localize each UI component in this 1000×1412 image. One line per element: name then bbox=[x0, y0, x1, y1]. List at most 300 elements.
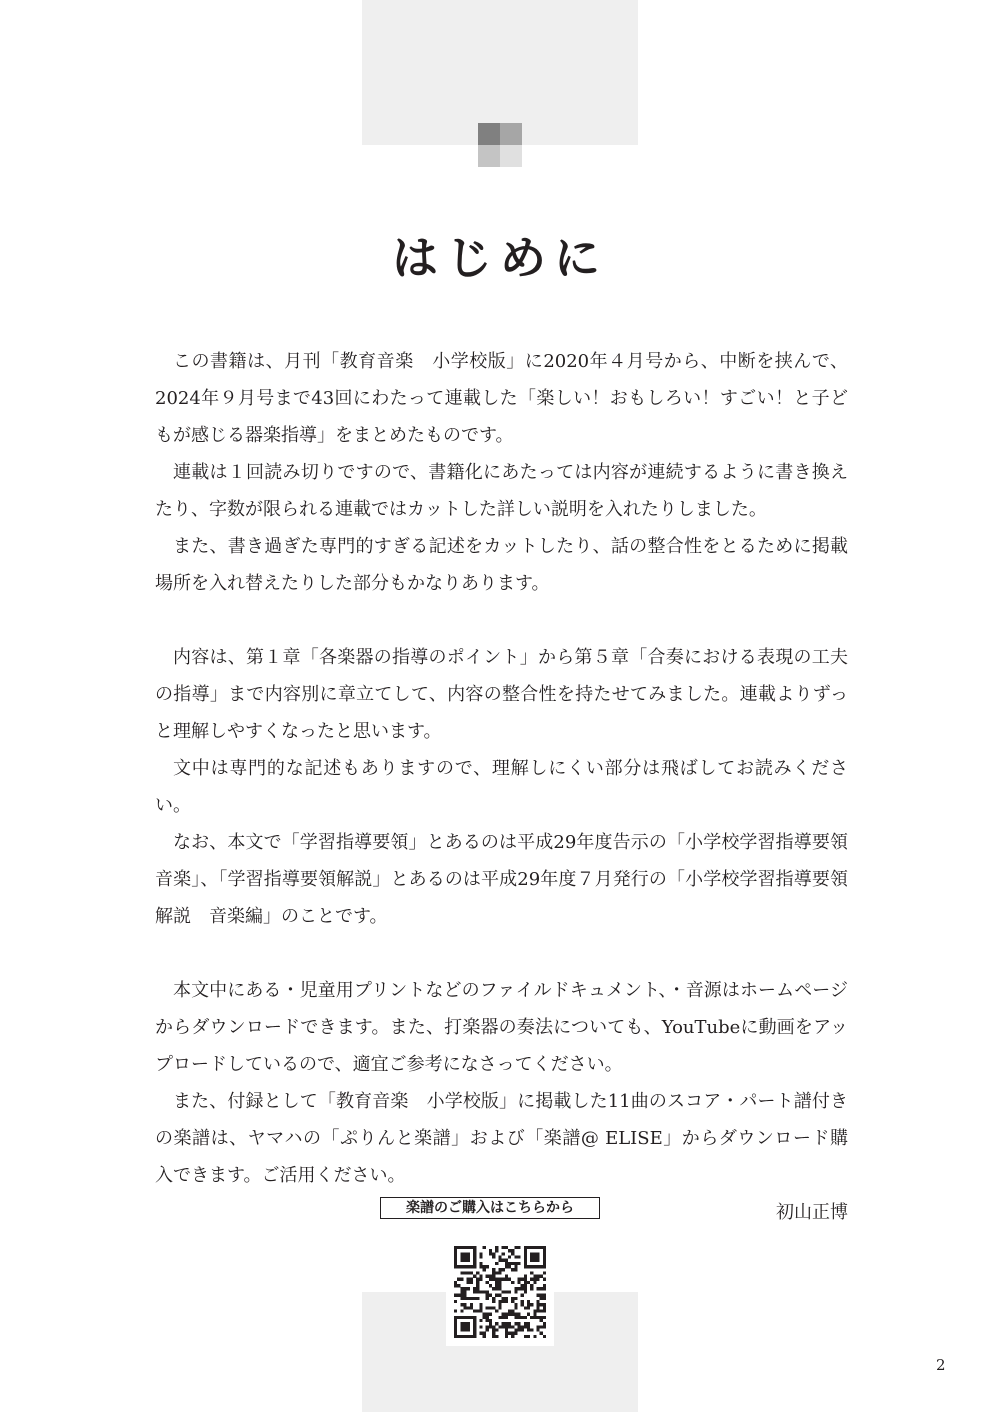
qr-module bbox=[511, 1297, 514, 1300]
qr-module bbox=[533, 1259, 536, 1262]
qr-module bbox=[527, 1306, 530, 1309]
qr-module bbox=[521, 1294, 524, 1297]
qr-module bbox=[473, 1256, 476, 1259]
qr-module bbox=[511, 1332, 514, 1335]
qr-module bbox=[521, 1316, 524, 1319]
qr-module bbox=[473, 1328, 476, 1331]
qr-module bbox=[486, 1313, 489, 1316]
qr-module bbox=[517, 1281, 520, 1284]
qr-module bbox=[470, 1306, 473, 1309]
qr-module bbox=[536, 1300, 539, 1303]
mark-square-lightest bbox=[500, 145, 522, 167]
qr-module bbox=[470, 1271, 473, 1274]
qr-module bbox=[479, 1332, 482, 1335]
qr-module bbox=[511, 1325, 514, 1328]
qr-module bbox=[473, 1316, 476, 1319]
qr-module bbox=[479, 1309, 482, 1312]
qr-module bbox=[492, 1271, 495, 1274]
qr-module bbox=[473, 1309, 476, 1312]
qr-module bbox=[460, 1287, 463, 1290]
qr-module bbox=[517, 1246, 520, 1249]
qr-module bbox=[486, 1294, 489, 1297]
qr-module bbox=[530, 1246, 533, 1249]
paragraph: また、付録として「教育音楽 小学校版」に掲載した11曲のスコア・パート譜付きの楽譜は、ヤマハの「ぷりんと楽譜」および「楽譜@ ELISE」からダウンロード購入できます。ご活用ください。 bbox=[155, 1091, 848, 1186]
mark-square-mid bbox=[500, 123, 522, 145]
qr-module bbox=[454, 1259, 457, 1262]
qr-module bbox=[460, 1259, 463, 1262]
qr-module bbox=[505, 1328, 508, 1331]
qr-module bbox=[543, 1322, 546, 1325]
qr-module bbox=[533, 1256, 536, 1259]
qr-module bbox=[530, 1252, 533, 1255]
qr-module bbox=[486, 1265, 489, 1268]
qr-module bbox=[521, 1325, 524, 1328]
qr-module bbox=[543, 1335, 546, 1338]
qr-module bbox=[473, 1252, 476, 1255]
qr-module bbox=[502, 1252, 505, 1255]
qr-module bbox=[479, 1265, 482, 1268]
qr-module bbox=[495, 1287, 498, 1290]
qr-module bbox=[543, 1297, 546, 1300]
qr-module bbox=[527, 1325, 530, 1328]
qr-module bbox=[543, 1246, 546, 1249]
qr-module bbox=[517, 1278, 520, 1281]
qr-module bbox=[505, 1313, 508, 1316]
qr-module bbox=[514, 1306, 517, 1309]
qr-module bbox=[464, 1316, 467, 1319]
qr-module bbox=[524, 1281, 527, 1284]
qr-module bbox=[464, 1322, 467, 1325]
paragraph: 連載は１回読み切りですので、書籍化にあたっては内容が連続するように書き換えたり、字数が限られる連載ではカットした詳しい説明を入れたりしました。 bbox=[155, 462, 848, 520]
paragraph: 本文中にある・児童用プリントなどのファイルドキュメント、・音源はホームページからダウンロードできます。また、打楽器の奏法についても、YouTubeに動画をアップロードしているので、適宜ご参考になさってください。 bbox=[155, 980, 848, 1075]
qr-module bbox=[530, 1278, 533, 1281]
qr-module bbox=[476, 1290, 479, 1293]
qr-module bbox=[540, 1316, 543, 1319]
qr-module bbox=[495, 1328, 498, 1331]
qr-module bbox=[498, 1281, 501, 1284]
qr-module bbox=[486, 1275, 489, 1278]
qr-module bbox=[511, 1262, 514, 1265]
qr-module bbox=[514, 1268, 517, 1271]
qr-module bbox=[540, 1275, 543, 1278]
paragraph-gap bbox=[155, 602, 848, 639]
qr-module bbox=[460, 1290, 463, 1293]
qr-module bbox=[536, 1316, 539, 1319]
qr-module bbox=[498, 1303, 501, 1306]
qr-module bbox=[540, 1265, 543, 1268]
body-text bbox=[155, 343, 866, 1231]
qr-module bbox=[457, 1294, 460, 1297]
qr-module bbox=[495, 1246, 498, 1249]
qr-module bbox=[473, 1319, 476, 1322]
qr-module bbox=[470, 1281, 473, 1284]
qr-module bbox=[502, 1259, 505, 1262]
qr-module bbox=[505, 1297, 508, 1300]
qr-module bbox=[486, 1297, 489, 1300]
qr-module bbox=[495, 1271, 498, 1274]
qr-module bbox=[511, 1281, 514, 1284]
qr-module bbox=[521, 1278, 524, 1281]
qr-module bbox=[508, 1265, 511, 1268]
qr-module bbox=[524, 1246, 527, 1249]
qr-module bbox=[502, 1278, 505, 1281]
qr-module bbox=[517, 1256, 520, 1259]
qr-module bbox=[514, 1313, 517, 1316]
qr-module bbox=[454, 1284, 457, 1287]
qr-module bbox=[505, 1275, 508, 1278]
qr-module bbox=[505, 1300, 508, 1303]
qr-module bbox=[543, 1309, 546, 1312]
qr-module bbox=[533, 1246, 536, 1249]
paragraph: なお、本文で「学習指導要領」とあるのは平成29年度告示の「小学校学習指導要領 音楽」、「学習指導要領解説」とあるのは平成29年度７月発行の「小学校学習指導要領解説 音楽編」のことです。 bbox=[155, 832, 866, 927]
header-square-mark-icon bbox=[478, 123, 522, 167]
qr-module bbox=[524, 1335, 527, 1338]
qr-module bbox=[498, 1268, 501, 1271]
mark-square-light bbox=[478, 145, 500, 167]
qr-module bbox=[527, 1322, 530, 1325]
qr-module bbox=[476, 1271, 479, 1274]
qr-module bbox=[473, 1265, 476, 1268]
qr-module bbox=[498, 1256, 501, 1259]
qr-module bbox=[460, 1256, 463, 1259]
qr-module bbox=[533, 1275, 536, 1278]
qr-module bbox=[502, 1316, 505, 1319]
qr-module bbox=[495, 1294, 498, 1297]
qr-module bbox=[479, 1325, 482, 1328]
qr-module bbox=[454, 1246, 457, 1249]
qr-module bbox=[505, 1246, 508, 1249]
qr-module bbox=[530, 1271, 533, 1274]
qr-module bbox=[464, 1287, 467, 1290]
qr-code-container[interactable] bbox=[446, 1238, 554, 1346]
qr-module bbox=[524, 1322, 527, 1325]
qr-module bbox=[498, 1316, 501, 1319]
qr-module bbox=[473, 1262, 476, 1265]
qr-module bbox=[489, 1278, 492, 1281]
qr-module bbox=[495, 1278, 498, 1281]
qr-module bbox=[492, 1335, 495, 1338]
qr-module bbox=[460, 1294, 463, 1297]
qr-module bbox=[530, 1287, 533, 1290]
qr-module bbox=[524, 1252, 527, 1255]
qr-module bbox=[505, 1290, 508, 1293]
qr-module bbox=[467, 1265, 470, 1268]
qr-module bbox=[508, 1332, 511, 1335]
qr-module bbox=[527, 1300, 530, 1303]
qr-module bbox=[533, 1252, 536, 1255]
qr-module bbox=[489, 1313, 492, 1316]
qr-module bbox=[536, 1278, 539, 1281]
qr-module bbox=[508, 1262, 511, 1265]
qr-module bbox=[521, 1303, 524, 1306]
qr-module bbox=[476, 1281, 479, 1284]
qr-module bbox=[521, 1328, 524, 1331]
qr-module bbox=[502, 1322, 505, 1325]
qr-module bbox=[517, 1322, 520, 1325]
qr-module bbox=[511, 1249, 514, 1252]
qr-module bbox=[527, 1313, 530, 1316]
qr-module bbox=[498, 1259, 501, 1262]
qr-module bbox=[486, 1325, 489, 1328]
qr-module bbox=[464, 1259, 467, 1262]
qr-code-icon[interactable] bbox=[454, 1246, 546, 1338]
qr-module bbox=[457, 1335, 460, 1338]
qr-module bbox=[483, 1332, 486, 1335]
qr-module bbox=[454, 1309, 457, 1312]
qr-module bbox=[543, 1271, 546, 1274]
qr-module bbox=[508, 1325, 511, 1328]
qr-module bbox=[473, 1335, 476, 1338]
qr-module bbox=[536, 1287, 539, 1290]
qr-module bbox=[508, 1256, 511, 1259]
qr-module bbox=[540, 1297, 543, 1300]
qr-module bbox=[467, 1246, 470, 1249]
qr-module bbox=[467, 1328, 470, 1331]
qr-module bbox=[521, 1300, 524, 1303]
page-number: 2 bbox=[936, 1356, 946, 1374]
qr-module bbox=[524, 1259, 527, 1262]
qr-module bbox=[505, 1335, 508, 1338]
qr-module bbox=[454, 1281, 457, 1284]
qr-module bbox=[467, 1281, 470, 1284]
paragraph-gap bbox=[155, 935, 848, 972]
qr-module bbox=[511, 1252, 514, 1255]
qr-module bbox=[498, 1284, 501, 1287]
qr-module bbox=[524, 1249, 527, 1252]
qr-module bbox=[492, 1297, 495, 1300]
paragraph: この書籍は、月刊「教育音楽 小学校版」に2020年４月号から、中断を挟んで、2024年９月号まで43回にわたって連載した「楽しい！おもしろい！すごい！と子どもが感じる器楽指導」をまとめたものです。 bbox=[155, 351, 848, 446]
qr-module bbox=[460, 1316, 463, 1319]
qr-module bbox=[467, 1278, 470, 1281]
qr-module bbox=[524, 1325, 527, 1328]
qr-module bbox=[514, 1262, 517, 1265]
qr-module bbox=[473, 1287, 476, 1290]
qr-module bbox=[536, 1246, 539, 1249]
qr-module bbox=[454, 1325, 457, 1328]
qr-module bbox=[543, 1284, 546, 1287]
qr-module bbox=[454, 1335, 457, 1338]
qr-module bbox=[495, 1284, 498, 1287]
qr-module bbox=[536, 1303, 539, 1306]
qr-module bbox=[527, 1246, 530, 1249]
qr-module bbox=[460, 1278, 463, 1281]
qr-module bbox=[464, 1297, 467, 1300]
qr-module bbox=[495, 1322, 498, 1325]
qr-module bbox=[527, 1265, 530, 1268]
qr-module bbox=[498, 1294, 501, 1297]
qr-module bbox=[460, 1325, 463, 1328]
qr-module bbox=[514, 1256, 517, 1259]
qr-module bbox=[464, 1252, 467, 1255]
qr-module bbox=[527, 1303, 530, 1306]
qr-module bbox=[514, 1287, 517, 1290]
qr-module bbox=[454, 1300, 457, 1303]
qr-module bbox=[543, 1256, 546, 1259]
qr-module bbox=[540, 1287, 543, 1290]
qr-module bbox=[473, 1332, 476, 1335]
qr-module bbox=[464, 1265, 467, 1268]
qr-module bbox=[511, 1335, 514, 1338]
qr-module bbox=[514, 1303, 517, 1306]
qr-module bbox=[454, 1322, 457, 1325]
qr-module bbox=[536, 1275, 539, 1278]
qr-module bbox=[460, 1246, 463, 1249]
qr-module bbox=[524, 1265, 527, 1268]
qr-module bbox=[508, 1278, 511, 1281]
qr-module bbox=[467, 1322, 470, 1325]
qr-module bbox=[467, 1306, 470, 1309]
qr-module bbox=[489, 1306, 492, 1309]
qr-module bbox=[498, 1306, 501, 1309]
qr-module bbox=[514, 1246, 517, 1249]
qr-module bbox=[543, 1262, 546, 1265]
qr-module bbox=[470, 1265, 473, 1268]
qr-module bbox=[530, 1303, 533, 1306]
qr-module bbox=[489, 1325, 492, 1328]
qr-module bbox=[473, 1275, 476, 1278]
qr-module bbox=[502, 1297, 505, 1300]
qr-module bbox=[540, 1325, 543, 1328]
qr-module bbox=[464, 1271, 467, 1274]
qr-module bbox=[479, 1319, 482, 1322]
qr-module bbox=[489, 1275, 492, 1278]
qr-module bbox=[498, 1271, 501, 1274]
qr-module bbox=[467, 1335, 470, 1338]
qr-module bbox=[479, 1262, 482, 1265]
qr-module bbox=[514, 1328, 517, 1331]
qr-module bbox=[479, 1275, 482, 1278]
qr-module bbox=[543, 1316, 546, 1319]
qr-module bbox=[536, 1265, 539, 1268]
qr-module bbox=[486, 1316, 489, 1319]
qr-module bbox=[489, 1294, 492, 1297]
qr-module bbox=[489, 1284, 492, 1287]
qr-module bbox=[514, 1290, 517, 1293]
qr-module bbox=[495, 1249, 498, 1252]
qr-module bbox=[467, 1252, 470, 1255]
qr-module bbox=[536, 1252, 539, 1255]
qr-module bbox=[492, 1256, 495, 1259]
qr-module bbox=[492, 1328, 495, 1331]
qr-module bbox=[460, 1322, 463, 1325]
qr-module bbox=[536, 1259, 539, 1262]
qr-module bbox=[517, 1313, 520, 1316]
qr-module bbox=[470, 1246, 473, 1249]
qr-module bbox=[540, 1332, 543, 1335]
qr-module bbox=[457, 1246, 460, 1249]
author-signature: 初山正博 bbox=[776, 1202, 848, 1223]
qr-module bbox=[543, 1278, 546, 1281]
qr-module bbox=[533, 1335, 536, 1338]
qr-module bbox=[464, 1328, 467, 1331]
qr-module bbox=[533, 1313, 536, 1316]
qr-module bbox=[454, 1316, 457, 1319]
qr-module bbox=[498, 1278, 501, 1281]
qr-module bbox=[476, 1309, 479, 1312]
qr-module bbox=[543, 1252, 546, 1255]
qr-module bbox=[467, 1256, 470, 1259]
qr-module bbox=[495, 1262, 498, 1265]
qr-module bbox=[530, 1256, 533, 1259]
qr-module bbox=[479, 1290, 482, 1293]
qr-module bbox=[464, 1325, 467, 1328]
qr-module bbox=[540, 1246, 543, 1249]
qr-module bbox=[524, 1256, 527, 1259]
qr-module bbox=[483, 1265, 486, 1268]
qr-module bbox=[536, 1325, 539, 1328]
qr-module bbox=[530, 1265, 533, 1268]
qr-module bbox=[530, 1316, 533, 1319]
qr-module bbox=[479, 1306, 482, 1309]
qr-module bbox=[483, 1316, 486, 1319]
qr-module bbox=[454, 1249, 457, 1252]
qr-module bbox=[514, 1297, 517, 1300]
qr-module bbox=[505, 1322, 508, 1325]
qr-module bbox=[457, 1316, 460, 1319]
qr-module bbox=[524, 1290, 527, 1293]
qr-module bbox=[470, 1303, 473, 1306]
qr-module bbox=[479, 1252, 482, 1255]
qr-module bbox=[514, 1316, 517, 1319]
paragraph: また、書き過ぎた専門的すぎる記述をカットしたり、話の整合性をとるために掲載場所を入れ替えたりした部分もかなりあります。 bbox=[155, 536, 848, 594]
qr-module bbox=[483, 1268, 486, 1271]
qr-module bbox=[476, 1297, 479, 1300]
qr-module bbox=[511, 1309, 514, 1312]
qr-module bbox=[486, 1281, 489, 1284]
qr-module bbox=[486, 1290, 489, 1293]
qr-module bbox=[454, 1332, 457, 1335]
qr-module bbox=[505, 1316, 508, 1319]
qr-module bbox=[464, 1303, 467, 1306]
qr-module bbox=[454, 1319, 457, 1322]
paragraph: 文中は専門的な記述もありますので、理解しにくい部分は飛ばしてお読みください。 bbox=[155, 758, 848, 816]
qr-module bbox=[511, 1268, 514, 1271]
qr-module bbox=[508, 1309, 511, 1312]
qr-module bbox=[470, 1278, 473, 1281]
qr-module bbox=[479, 1278, 482, 1281]
qr-module bbox=[492, 1287, 495, 1290]
qr-module bbox=[479, 1256, 482, 1259]
mark-square-dark bbox=[478, 123, 500, 145]
qr-module bbox=[467, 1316, 470, 1319]
qr-module bbox=[530, 1284, 533, 1287]
qr-module bbox=[457, 1278, 460, 1281]
qr-module bbox=[483, 1246, 486, 1249]
qr-module bbox=[536, 1309, 539, 1312]
qr-module bbox=[473, 1322, 476, 1325]
qr-module bbox=[464, 1256, 467, 1259]
qr-module bbox=[464, 1335, 467, 1338]
qr-module bbox=[495, 1335, 498, 1338]
qr-module bbox=[460, 1303, 463, 1306]
qr-module bbox=[524, 1275, 527, 1278]
qr-module bbox=[470, 1316, 473, 1319]
qr-module bbox=[536, 1328, 539, 1331]
qr-module bbox=[492, 1278, 495, 1281]
qr-module bbox=[502, 1300, 505, 1303]
qr-module bbox=[524, 1278, 527, 1281]
qr-module bbox=[479, 1303, 482, 1306]
qr-module bbox=[521, 1284, 524, 1287]
qr-module bbox=[533, 1281, 536, 1284]
qr-module bbox=[514, 1322, 517, 1325]
qr-module bbox=[492, 1275, 495, 1278]
qr-module bbox=[505, 1262, 508, 1265]
qr-module bbox=[540, 1319, 543, 1322]
qr-module bbox=[533, 1278, 536, 1281]
qr-module bbox=[511, 1313, 514, 1316]
page-title: はじめに bbox=[392, 231, 608, 285]
